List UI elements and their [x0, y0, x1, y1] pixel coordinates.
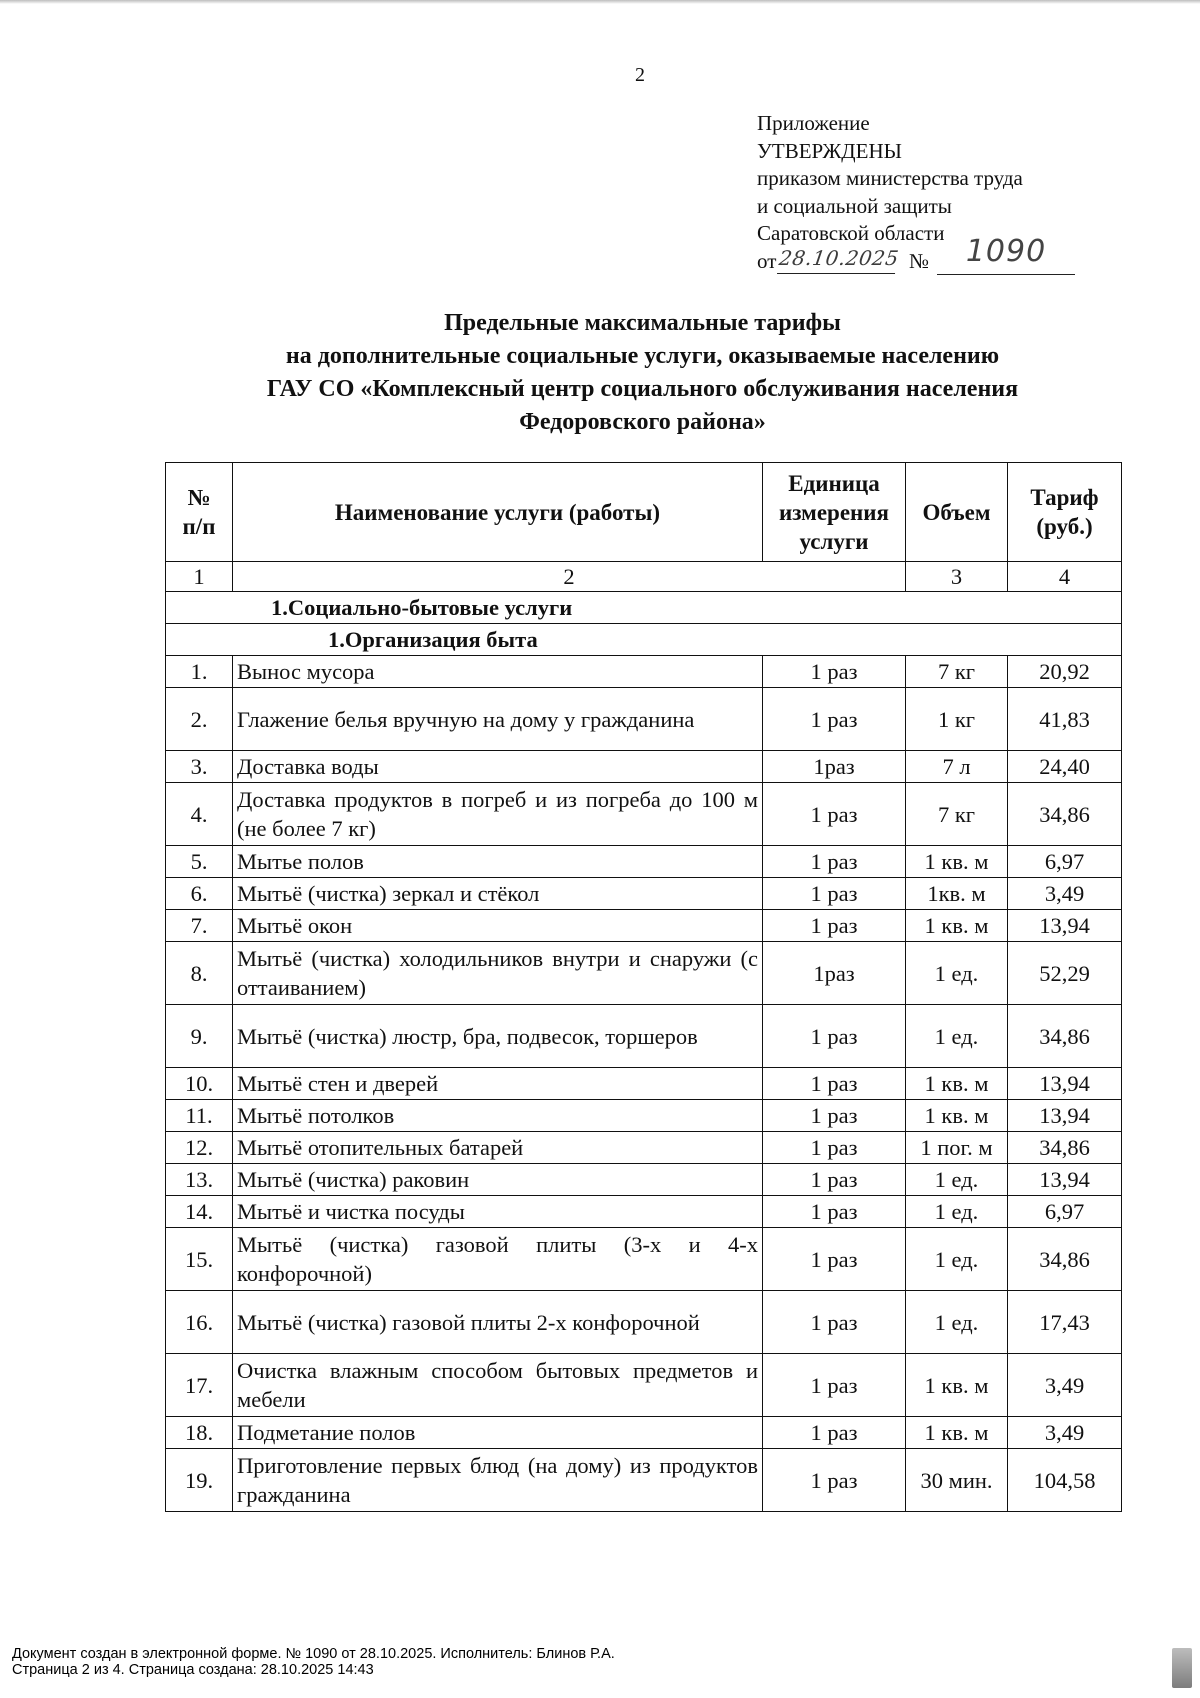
approval-block: [757, 110, 1047, 278]
service-tariff: 3,49: [1008, 1417, 1122, 1449]
header-tariff-line-2: (руб.): [1036, 514, 1093, 539]
subsection-heading: 1.Организация быта: [166, 624, 1122, 656]
service-tariff: 6,97: [1008, 846, 1122, 878]
row-number: 5.: [166, 846, 233, 878]
service-name: Мытьё и чистка посуды: [233, 1196, 763, 1228]
service-tariff: 13,94: [1008, 1100, 1122, 1132]
service-unit: 1 раз: [763, 1291, 906, 1354]
table-row: [166, 1068, 1122, 1100]
service-unit: 1 раз: [763, 846, 906, 878]
service-volume: 7 л: [906, 751, 1008, 783]
row-number: 12.: [166, 1132, 233, 1164]
service-unit: 1 раз: [763, 1164, 906, 1196]
approval-ministry: и социальной защиты: [757, 193, 952, 218]
service-name: Мытьё (чистка) холодильников внутри и снаружи (с оттаиванием): [233, 942, 763, 1005]
service-name: Подметание полов: [233, 1417, 763, 1449]
row-number: 8.: [166, 942, 233, 1005]
service-unit: 1 раз: [763, 1068, 906, 1100]
table-row: [166, 783, 1122, 846]
header-tariff-line-1: Тариф: [1030, 485, 1099, 510]
service-unit: 1 раз: [763, 688, 906, 751]
table-row: [166, 1132, 1122, 1164]
date-prefix: от: [757, 248, 777, 273]
row-number: 7.: [166, 910, 233, 942]
index-col-3: 3: [906, 562, 1008, 592]
electronic-document-footer: [12, 1646, 615, 1678]
service-volume: 1 ед.: [906, 942, 1008, 1005]
header-num-line-1: №: [187, 485, 211, 510]
table-row: [166, 1354, 1122, 1417]
approval-region: Саратовской области: [757, 221, 945, 245]
service-tariff: 13,94: [1008, 1164, 1122, 1196]
row-number: 1.: [166, 656, 233, 688]
table-row: [166, 846, 1122, 878]
scanner-mark-icon: [1172, 1648, 1192, 1688]
service-tariff: 34,86: [1008, 1005, 1122, 1068]
footer-line-1: Документ создан в электронной форме. № 1090 от 28.10.2025. Исполнитель: Блинов Р.А.: [12, 1646, 615, 1662]
table-row: [166, 1005, 1122, 1068]
service-name: Глажение белья вручную на дому у гражданина: [233, 688, 763, 751]
service-unit: 1 раз: [763, 878, 906, 910]
title-line-3: ГАУ СО «Комплексный центр социального обслуживания населения: [266, 376, 1019, 402]
table-row: [166, 1100, 1122, 1132]
service-name: Мытьё отопительных батарей: [233, 1132, 763, 1164]
index-col-1: 1: [166, 562, 233, 592]
service-unit: 1 раз: [763, 1449, 906, 1512]
section-row: [166, 592, 1122, 624]
row-number: 14.: [166, 1196, 233, 1228]
header-num-line-2: п/п: [182, 514, 216, 539]
service-volume: 7 кг: [906, 656, 1008, 688]
row-number: 3.: [166, 751, 233, 783]
service-unit: 1 раз: [763, 1417, 906, 1449]
table-row: [166, 656, 1122, 688]
handwritten-date: 28.10.2025: [777, 245, 899, 274]
row-number: 10.: [166, 1068, 233, 1100]
service-volume: 1 ед.: [906, 1228, 1008, 1291]
service-tariff: 34,86: [1008, 1228, 1122, 1291]
service-unit: 1 раз: [763, 1005, 906, 1068]
row-number: 17.: [166, 1354, 233, 1417]
service-name: Мытьё потолков: [233, 1100, 763, 1132]
service-name: Мытьё (чистка) раковин: [233, 1164, 763, 1196]
service-name: Приготовление первых блюд (на дому) из продуктов гражданина: [233, 1449, 763, 1512]
header-volume: Объем: [906, 463, 1008, 562]
service-name: Очистка влажным способом бытовых предметов и мебели: [233, 1354, 763, 1417]
approval-appendix: Приложение: [757, 111, 870, 135]
subsection-row: [166, 624, 1122, 656]
table-row: [166, 688, 1122, 751]
row-number: 4.: [166, 783, 233, 846]
row-number: 11.: [166, 1100, 233, 1132]
service-tariff: 34,86: [1008, 1132, 1122, 1164]
service-unit: 1раз: [763, 751, 906, 783]
index-col-4: 4: [1008, 562, 1122, 592]
service-name: Доставка воды: [233, 751, 763, 783]
service-name: Доставка продуктов в погреб и из погреба до 100 м (не более 7 кг): [233, 783, 763, 846]
service-unit: 1 раз: [763, 1132, 906, 1164]
row-number: 2.: [166, 688, 233, 751]
title-line-2: на дополнительные социальные услуги, оказываемые населению: [285, 343, 1000, 369]
table-row: [166, 1291, 1122, 1354]
service-volume: 1 кв. м: [906, 910, 1008, 942]
handwritten-number: 1090: [937, 238, 1075, 275]
table-row: [166, 751, 1122, 783]
service-tariff: 52,29: [1008, 942, 1122, 1005]
service-volume: 1 кв. м: [906, 1100, 1008, 1132]
service-volume: 1 кв. м: [906, 1068, 1008, 1100]
service-name: Вынос мусора: [233, 656, 763, 688]
service-tariff: 17,43: [1008, 1291, 1122, 1354]
row-number: 19.: [166, 1449, 233, 1512]
table-row: [166, 910, 1122, 942]
row-number: 6.: [166, 878, 233, 910]
header-unit-line-3: услуги: [799, 528, 869, 554]
scan-edge: [0, 0, 1200, 4]
service-tariff: 13,94: [1008, 910, 1122, 942]
index-col-2: 2: [233, 562, 906, 592]
header-num: [166, 463, 233, 562]
service-name: Мытьё стен и дверей: [233, 1068, 763, 1100]
service-name: Мытьё (чистка) газовой плиты 2-х конфорочной: [233, 1291, 763, 1354]
table-row: [166, 942, 1122, 1005]
service-volume: 30 мин.: [906, 1449, 1008, 1512]
service-volume: 1 кв. м: [906, 1354, 1008, 1417]
table-header-row: [166, 463, 1122, 562]
service-name: Мытьё окон: [233, 910, 763, 942]
table-row: [166, 1228, 1122, 1291]
row-number: 16.: [166, 1291, 233, 1354]
service-volume: 1кв. м: [906, 878, 1008, 910]
row-number: 9.: [166, 1005, 233, 1068]
service-tariff: 13,94: [1008, 1068, 1122, 1100]
header-unit: [763, 463, 906, 562]
section-heading: 1.Социально-бытовые услуги: [166, 592, 1122, 624]
service-tariff: 41,83: [1008, 688, 1122, 751]
column-index-row: [166, 562, 1122, 592]
number-label: №: [909, 248, 930, 273]
service-unit: 1 раз: [763, 910, 906, 942]
service-volume: 1 ед.: [906, 1291, 1008, 1354]
service-unit: 1раз: [763, 942, 906, 1005]
row-number: 13.: [166, 1164, 233, 1196]
service-name: Мытьё (чистка) люстр, бра, подвесок, торшеров: [233, 1005, 763, 1068]
service-name: Мытьё (чистка) зеркал и стёкол: [233, 878, 763, 910]
service-volume: 1 пог. м: [906, 1132, 1008, 1164]
service-volume: 7 кг: [906, 783, 1008, 846]
service-tariff: 20,92: [1008, 656, 1122, 688]
service-volume: 1 ед.: [906, 1164, 1008, 1196]
header-tariff: [1008, 463, 1122, 562]
service-volume: 1 ед.: [906, 1196, 1008, 1228]
service-volume: 1 кв. м: [906, 1417, 1008, 1449]
service-unit: 1 раз: [763, 656, 906, 688]
service-volume: 1 кг: [906, 688, 1008, 751]
approval-approved: УТВЕРЖДЕНЫ: [757, 138, 902, 163]
service-unit: 1 раз: [763, 1354, 906, 1417]
title-line-4: Федоровского района»: [519, 409, 766, 435]
service-name: Мытьё (чистка) газовой плиты (3-х и 4-х конфорочной): [233, 1228, 763, 1291]
service-tariff: 24,40: [1008, 751, 1122, 783]
service-unit: 1 раз: [763, 783, 906, 846]
service-unit: 1 раз: [763, 1100, 906, 1132]
service-unit: 1 раз: [763, 1228, 906, 1291]
table-row: [166, 1449, 1122, 1512]
header-unit-line-2: измерения: [779, 499, 889, 525]
table-row: [166, 1417, 1122, 1449]
tariffs-table: [165, 462, 1122, 1512]
service-tariff: 3,49: [1008, 1354, 1122, 1417]
service-tariff: 34,86: [1008, 783, 1122, 846]
header-unit-line-1: Единица: [788, 470, 880, 496]
row-number: 15.: [166, 1228, 233, 1291]
service-unit: 1 раз: [763, 1196, 906, 1228]
header-name: Наименование услуги (работы): [233, 463, 763, 562]
service-volume: 1 кв. м: [906, 846, 1008, 878]
service-tariff: 6,97: [1008, 1196, 1122, 1228]
page-number: 2: [635, 64, 645, 86]
row-number: 18.: [166, 1417, 233, 1449]
table-row: [166, 1196, 1122, 1228]
table-row: [166, 1164, 1122, 1196]
service-tariff: 104,58: [1008, 1449, 1122, 1512]
service-tariff: 3,49: [1008, 878, 1122, 910]
title-line-1: Предельные максимальные тарифы: [444, 310, 841, 336]
approval-order: приказом министерства труда: [757, 166, 1023, 190]
service-name: Мытье полов: [233, 846, 763, 878]
document-title: [150, 307, 1135, 439]
table-row: [166, 878, 1122, 910]
footer-line-2: Страница 2 из 4. Страница создана: 28.10.2025 14:43: [12, 1662, 374, 1678]
service-volume: 1 ед.: [906, 1005, 1008, 1068]
